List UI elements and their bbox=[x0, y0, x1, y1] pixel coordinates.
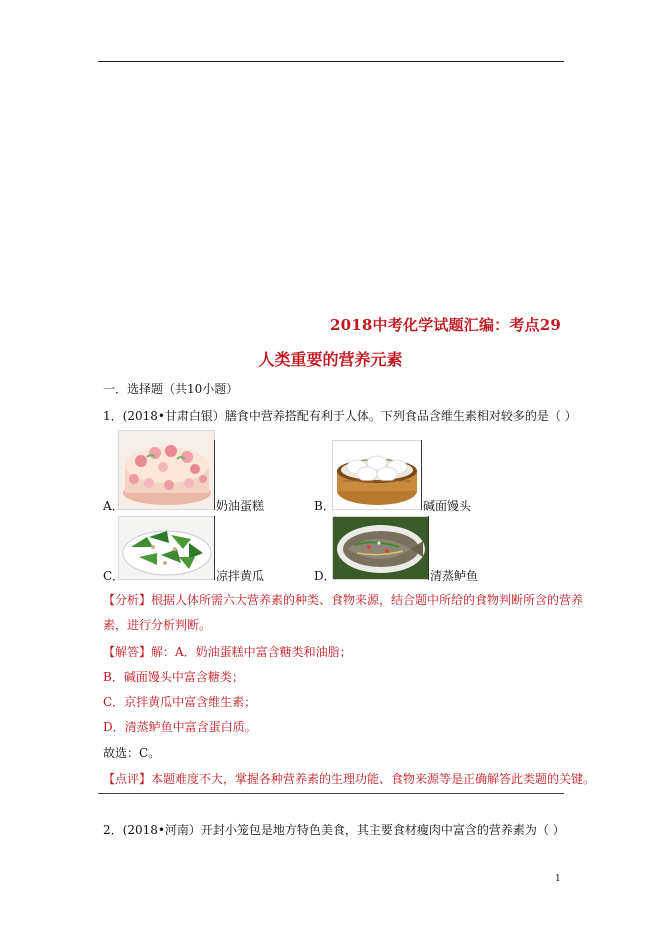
option-d-name: 清蒸鲈鱼 bbox=[430, 569, 479, 583]
analysis-line-2: 素，进行分析判断。 bbox=[103, 618, 212, 632]
document-title: 2018中考化学试题汇编：考点29 bbox=[330, 316, 562, 334]
analysis-text-1: 根据人体所需六大营养素的种类、食物来源，结合题中所给的食物判断所含的营养 bbox=[151, 593, 584, 607]
answer-line-2: B．碱面馒头中富含糖类； bbox=[103, 670, 244, 684]
option-a-letter: A． bbox=[103, 499, 124, 513]
answer-line-4: D．清蒸鲈鱼中富含蛋白质。 bbox=[103, 720, 257, 734]
option-c-letter: C． bbox=[103, 569, 125, 583]
option-a-divider bbox=[214, 440, 215, 510]
page-number: 1 bbox=[555, 874, 561, 884]
document-subtitle: 人类重要的营养元素 bbox=[258, 350, 403, 369]
option-b-name: 碱面馒头 bbox=[423, 499, 472, 513]
header-rule bbox=[98, 61, 564, 62]
question-2-stem: 2．(2018•河南）开封小笼包是地方特色美食，其主要食材瘦肉中富含的营养素为（ ） bbox=[103, 823, 565, 837]
option-c-divider bbox=[214, 516, 215, 580]
comment-line bbox=[103, 770, 595, 787]
steamed-bun-image bbox=[332, 440, 422, 510]
cake-image bbox=[118, 430, 215, 510]
cucumber-salad-image bbox=[118, 516, 215, 580]
comment-tag: 【点评】 bbox=[103, 772, 152, 786]
analysis-line-1 bbox=[103, 591, 583, 608]
option-c-name: 凉拌黄瓜 bbox=[216, 569, 265, 583]
steamed-fish-image bbox=[332, 516, 429, 580]
comment-text: 本题难度不大，掌握各种营养素的生理功能、食物来源等是正确解答此类题的关键。 bbox=[151, 772, 596, 786]
question-separator bbox=[98, 793, 564, 794]
option-d-divider bbox=[428, 516, 429, 580]
question-1-stem: 1．(2018•甘肃白银）膳食中营养搭配有利于人体。下列食品含维生素相对较多的是（ ） bbox=[103, 409, 577, 423]
answer-line-1 bbox=[103, 643, 352, 660]
answer-line-3: C．京拌黄瓜中富含维生素； bbox=[103, 695, 257, 709]
answer-choice: 故选：C。 bbox=[103, 746, 161, 760]
option-b-letter: B． bbox=[314, 499, 335, 513]
option-d-letter: D． bbox=[314, 569, 336, 583]
answer-tag: 【解答】 bbox=[103, 645, 152, 659]
section-heading: 一．选择题（共10小题） bbox=[103, 382, 239, 396]
option-a-name: 奶油蛋糕 bbox=[216, 499, 265, 513]
analysis-tag: 【分析】 bbox=[103, 593, 152, 607]
option-b-divider bbox=[421, 440, 422, 510]
answer-text-1: 解：A．奶油蛋糕中富含糖类和油脂； bbox=[151, 645, 352, 659]
